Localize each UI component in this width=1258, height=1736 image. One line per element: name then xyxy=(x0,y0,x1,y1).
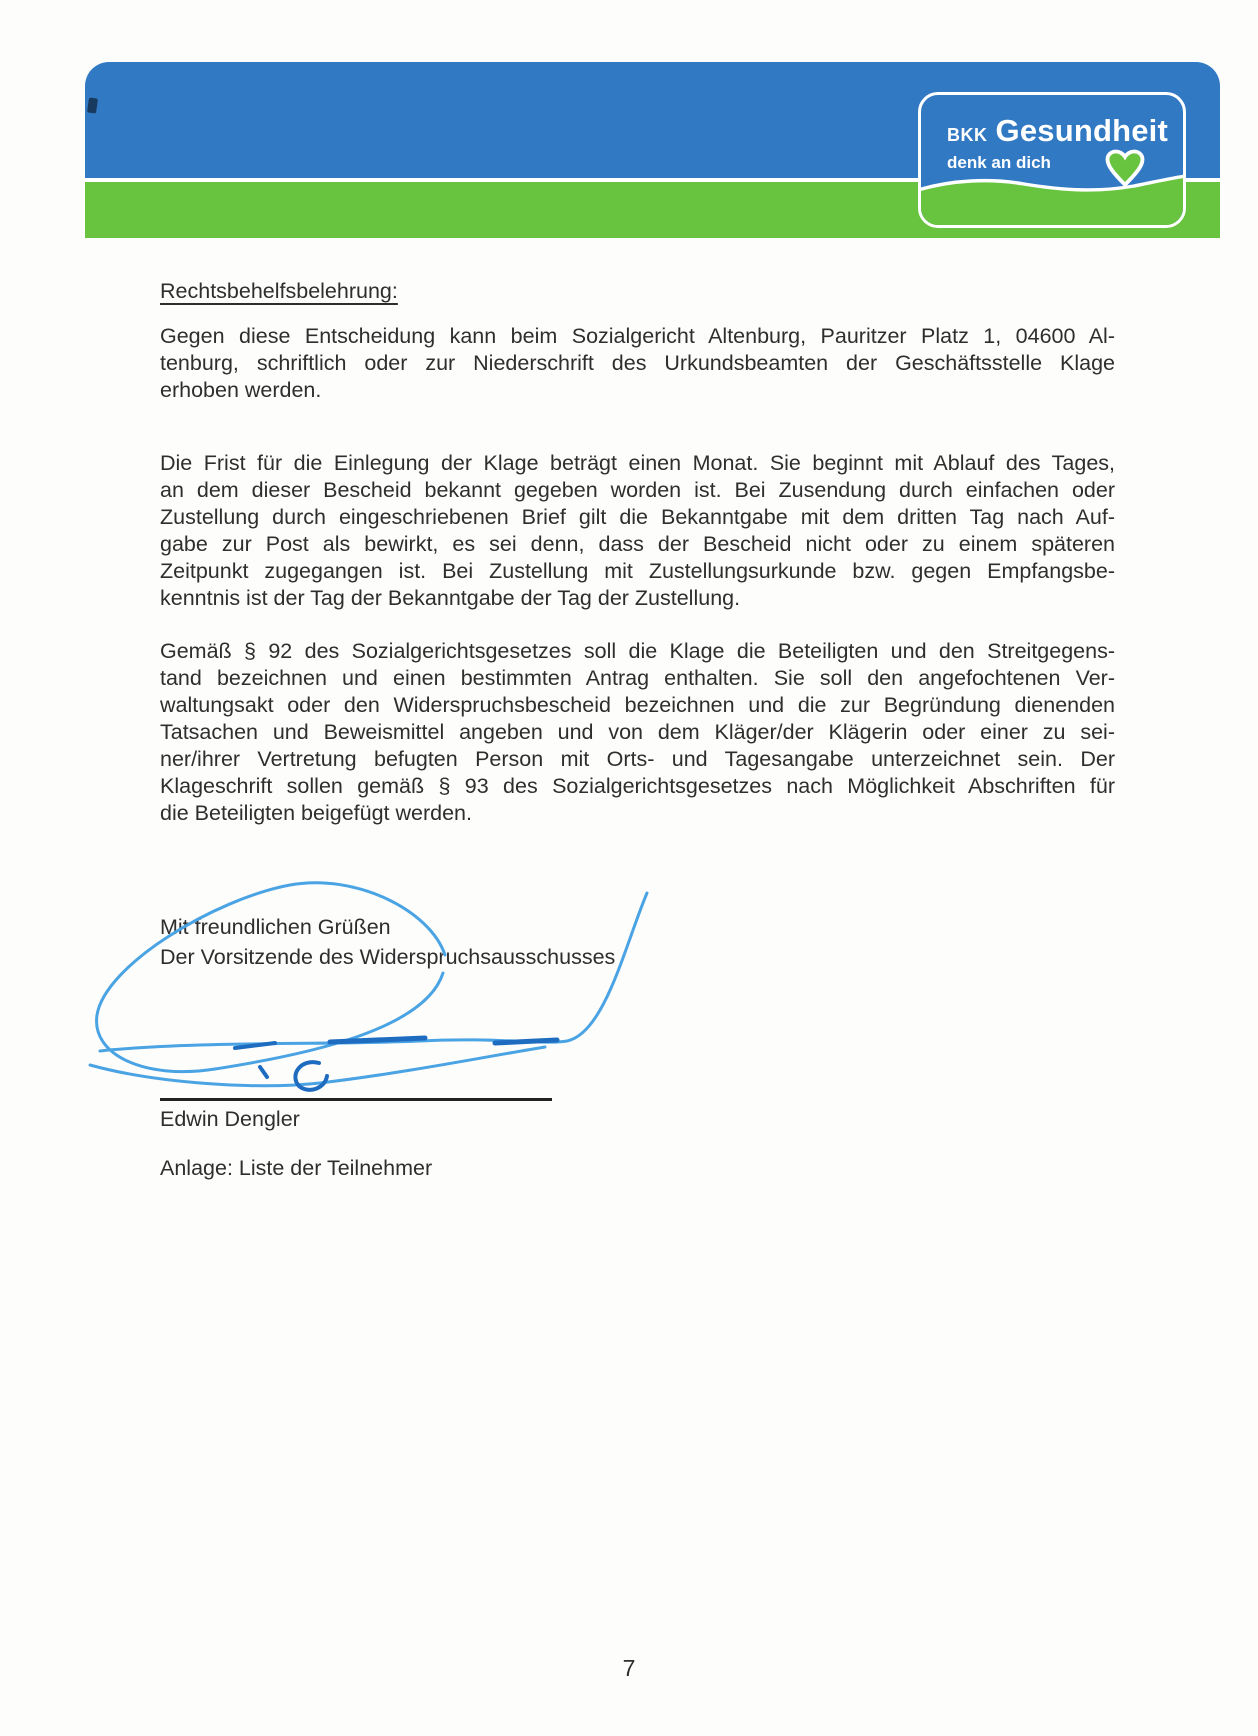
paragraph-line: tand bezeichnen und einen bestimmten Antrag enthalten. Sie soll den angefochtenen Ver- xyxy=(160,666,1115,690)
paragraph-deadline xyxy=(160,450,1115,612)
paragraph-line: Klageschrift sollen gemäß § 93 des Sozialgerichtsgesetzes nach Möglichkeit Abschriften für xyxy=(160,774,1115,798)
closing-salutation: Mit freundlichen Grüßen xyxy=(160,915,391,939)
attachment-note: Anlage: Liste der Teilnehmer xyxy=(160,1156,433,1180)
signer-name: Edwin Dengler xyxy=(160,1107,300,1131)
paragraph-line: erhoben werden. xyxy=(160,378,322,402)
paragraph-line: kenntnis ist der Tag der Bekanntgabe der Tag der Zustellung. xyxy=(160,586,741,610)
paragraph-line: die Beteiligten beigefügt werden. xyxy=(160,801,472,825)
paragraph-line: ner/ihrer Vertretung befugten Person mit Orts- und Tagesangabe unterzeichnet sein. Der xyxy=(160,747,1115,771)
paragraph-line: gabe zur Post als bewirkt, es sei denn, dass der Bescheid nicht oder zu einem späteren xyxy=(160,532,1115,556)
brand-name: Gesundheit xyxy=(995,113,1169,148)
paragraph-line: Zustellung durch eingeschriebenen Brief gilt die Bekanntgabe mit dem dritten Tag nach Auf- xyxy=(160,505,1115,529)
closing-role: Der Vorsitzende des Widerspruchsausschusses xyxy=(160,945,616,969)
paragraph-line: Zeitpunkt zugegangen ist. Bei Zustellung mit Zustellungsurkunde bzw. gegen Empfangsbe- xyxy=(160,559,1115,583)
brand-logo-text xyxy=(947,115,1168,171)
brand-prefix: BKK xyxy=(947,125,988,145)
paragraph-line: tenburg, schriftlich oder zur Niederschrift des Urkundsbeamten der Geschäftsstelle Klage xyxy=(160,351,1115,375)
page-number: 7 xyxy=(622,1655,636,1681)
paragraph-requirements xyxy=(160,638,1115,827)
paragraph-line: waltungsakt oder den Widerspruchsbescheid bezeichnen und die zur Begründung dienenden xyxy=(160,693,1115,717)
paragraph-line: Tatsachen und Beweismittel angeben und von dem Kläger/der Klägerin oder einer zu sei- xyxy=(160,720,1115,744)
paragraph-line: Gegen diese Entscheidung kann beim Sozialgericht Altenburg, Pauritzer Platz 1, 04600 Al- xyxy=(160,324,1115,348)
paragraph-line: Die Frist für die Einlegung der Klage beträgt einen Monat. Sie beginnt mit Ablauf des Tages, xyxy=(160,451,1115,475)
paragraph-court-info xyxy=(160,323,1115,404)
brand-logo xyxy=(918,92,1186,228)
paragraph-line: an dem dieser Bescheid bekannt gegeben worden ist. Bei Zusendung durch einfachen oder xyxy=(160,478,1115,502)
brand-tagline: denk an dich xyxy=(947,153,1051,172)
scan-artifact xyxy=(87,97,98,113)
section-heading: Rechtsbehelfsbelehrung: xyxy=(160,279,398,303)
header-band xyxy=(85,62,1220,238)
paragraph-line: Gemäß § 92 des Sozialgerichtsgesetzes soll die Klage die Beteiligten und den Streitgegens- xyxy=(160,639,1115,663)
signature-scribble xyxy=(75,855,675,1105)
